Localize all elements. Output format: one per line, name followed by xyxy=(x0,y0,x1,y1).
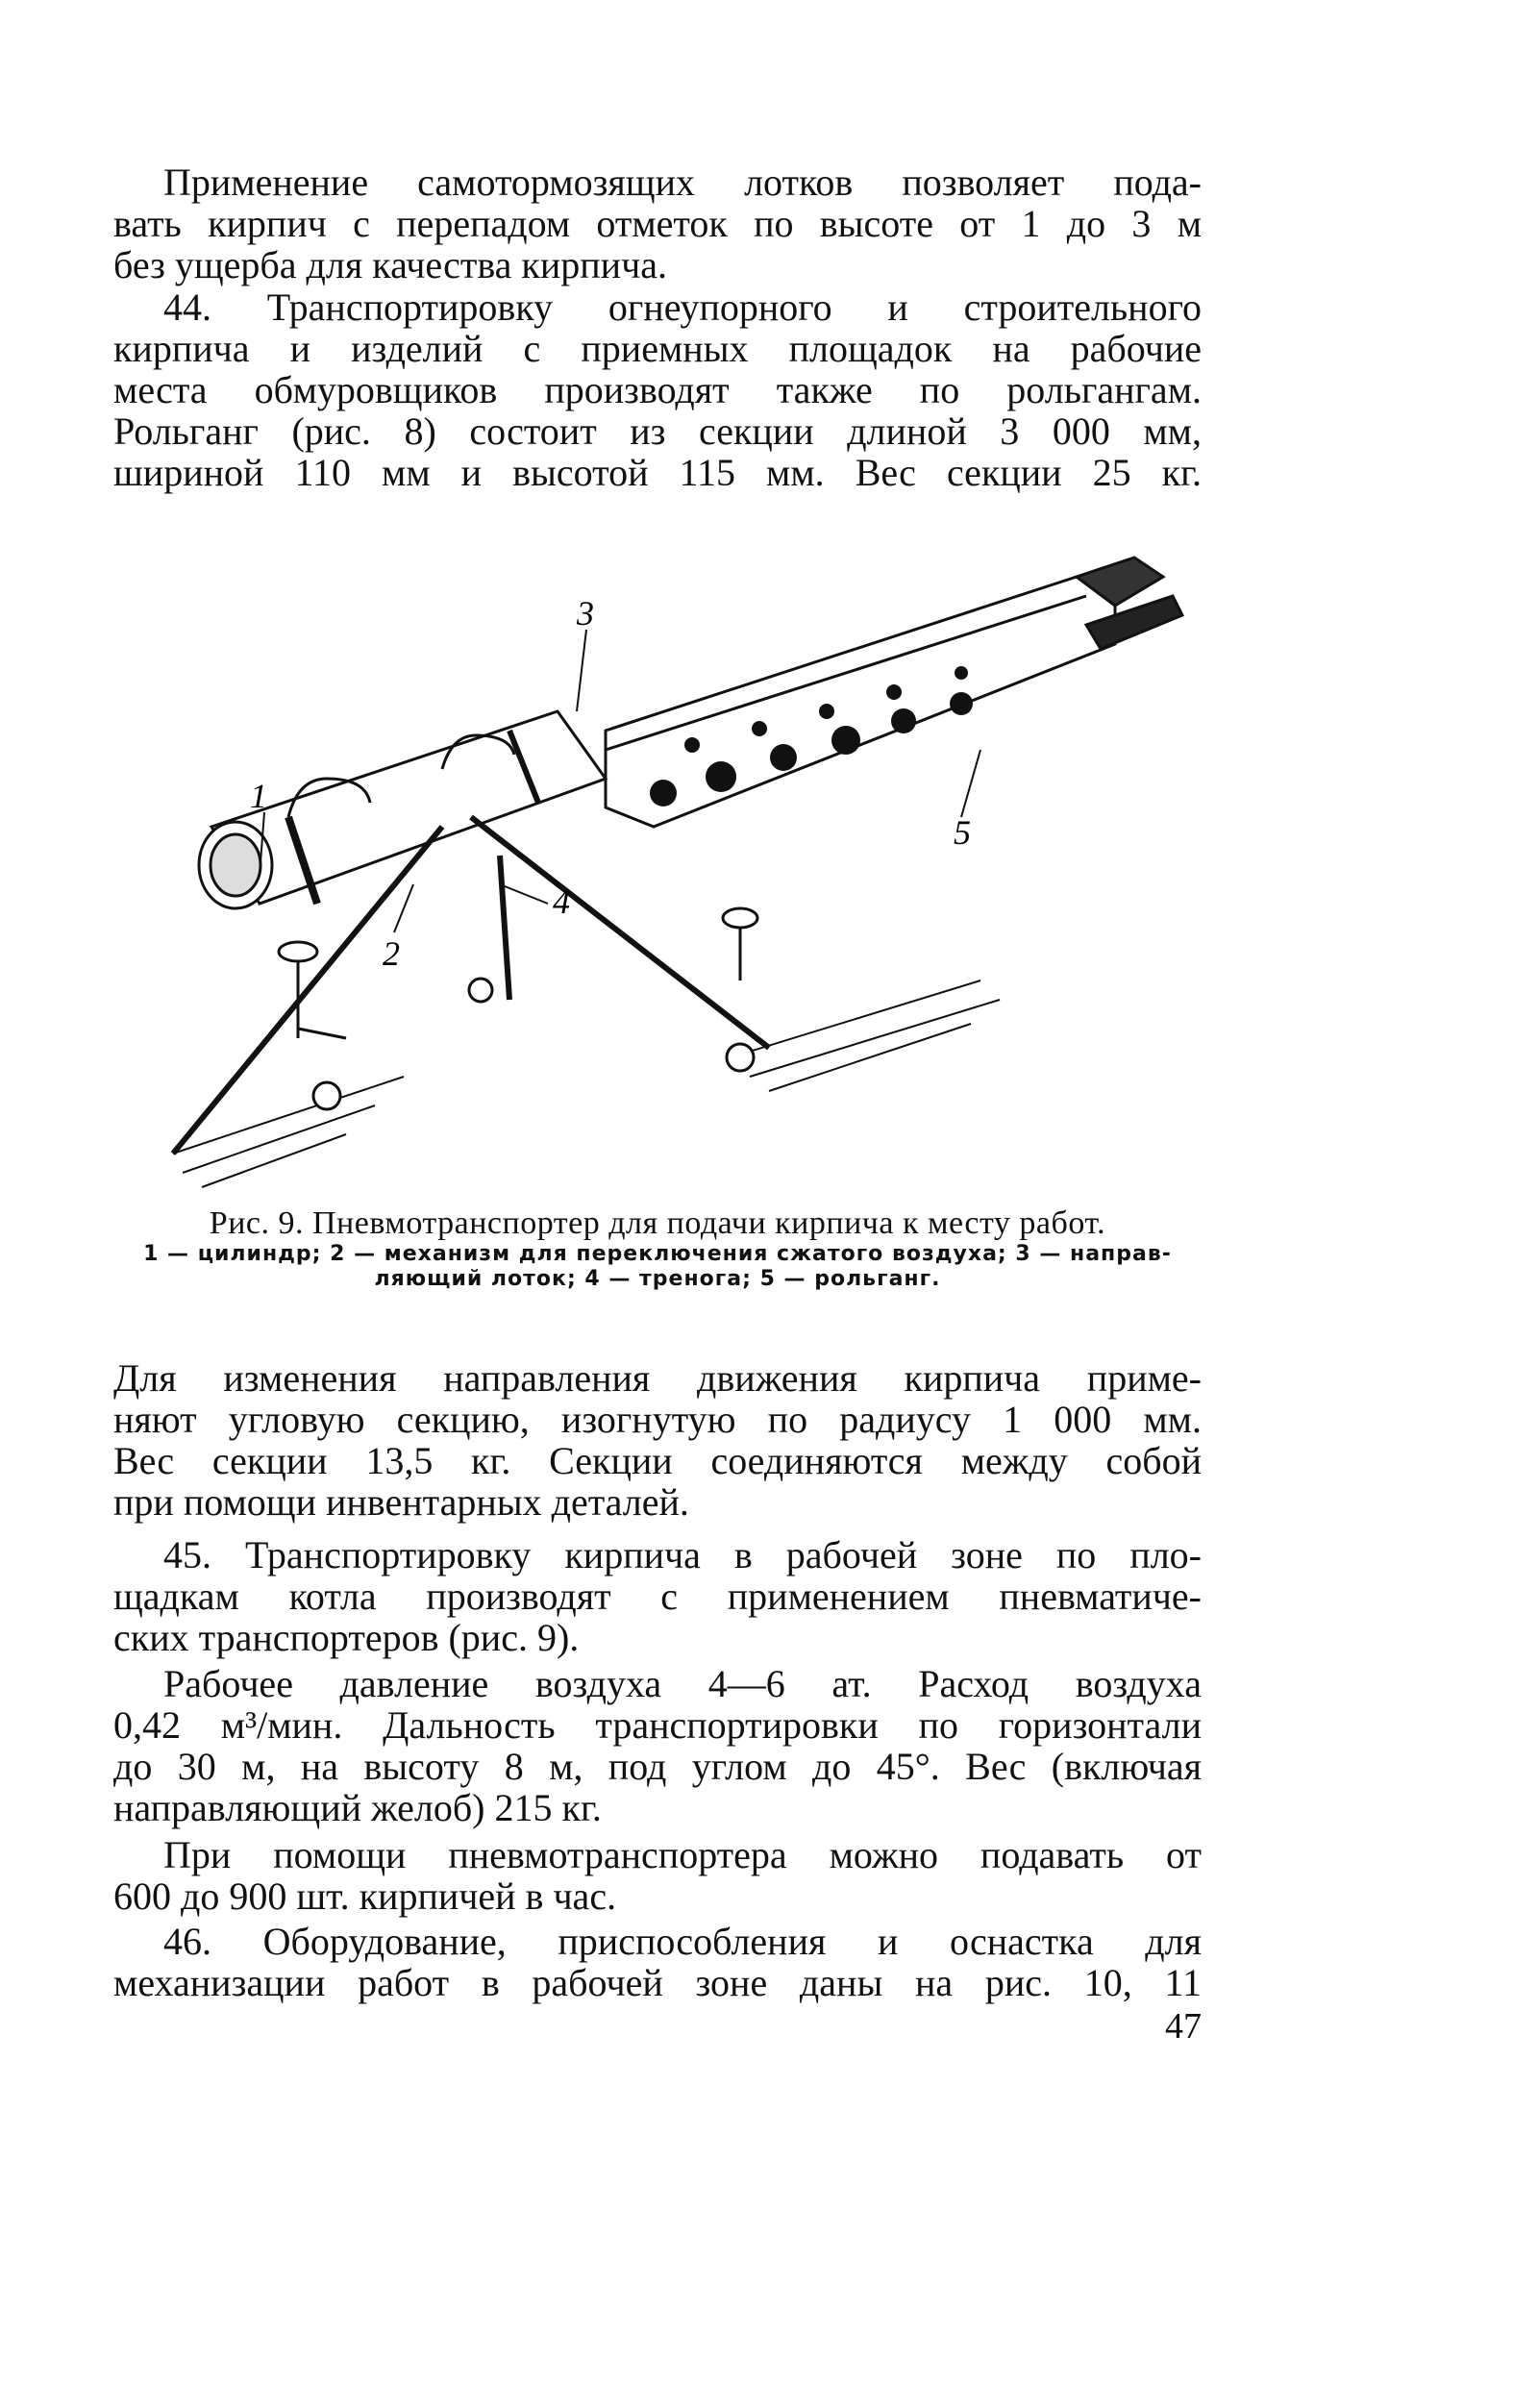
callout-2: 2 xyxy=(383,934,400,973)
text-line: 44. Транспортировку огнеупорного и строительного xyxy=(163,285,1202,329)
paragraph-46 xyxy=(113,1921,1202,2003)
knobs xyxy=(279,908,757,1038)
figure-pneumatic-conveyor xyxy=(154,538,1192,1202)
paragraph-capacity xyxy=(113,1834,1202,1917)
caption-legend-line: 1 — цилиндр; 2 — механизм для переключения сжатого воздуха; 3 — направ- xyxy=(143,1242,1172,1266)
text-line: Применение самотормозящих лотков позволяет пода- xyxy=(163,161,1202,204)
text-line: кирпича и изделий с приемных площадок на рабочие xyxy=(113,327,1202,370)
figure-caption xyxy=(113,1205,1202,1292)
paragraph-45 xyxy=(113,1534,1202,1658)
callout-3: 3 xyxy=(577,594,594,633)
text-line: 46. Оборудование, приспособления и оснастка для xyxy=(163,1920,1202,1963)
text-line: Для изменения направления движения кирпича приме- xyxy=(113,1356,1202,1400)
callout-1: 1 xyxy=(250,777,267,815)
text-line: направляющий желоб) 215 кг. xyxy=(113,1786,602,1829)
text-line: до 30 м, на высоту 8 м, под углом до 45°. Вес (включая xyxy=(113,1745,1202,1788)
text-line: при помощи инвентарных деталей. xyxy=(113,1480,689,1524)
text-line: шириной 110 мм и высотой 115 мм. Вес секции 25 кг. xyxy=(113,451,1202,494)
wheels xyxy=(313,979,754,1109)
text-line: механизации работ в рабочей зоне даны на рис. 10, 11 xyxy=(113,1961,1202,2004)
caption-title: Рис. 9. Пневмотранспортер для подачи кирпича к месту работ. xyxy=(209,1205,1106,1241)
text-line: няют угловую секцию, изогнутую по радиусу 1 000 мм. xyxy=(113,1398,1202,1441)
callout-4: 4 xyxy=(553,882,570,921)
pneumatic-conveyor-illustration xyxy=(154,538,1192,1202)
paragraph-self-braking-trays xyxy=(113,161,1202,285)
text-line: 0,42 м³/мин. Дальность транспортировки по горизонтали xyxy=(113,1703,1202,1747)
text-line: Вес секции 13,5 кг. Секции соединяются между собой xyxy=(113,1439,1202,1482)
caption-legend-line: ляющий лоток; 4 — тренога; 5 — рольганг. xyxy=(374,1267,941,1291)
text-line: 45. Транспортировку кирпича в рабочей зоне по пло- xyxy=(163,1533,1202,1576)
text-line: без ущерба для качества кирпича. xyxy=(113,243,667,286)
text-line: При помощи пневмотранспортера можно подавать от xyxy=(163,1833,1202,1876)
paragraph-pressure xyxy=(113,1663,1202,1828)
text-line: щадкам котла производят с применением пневматиче- xyxy=(113,1575,1202,1618)
text-line: места обмуровщиков производят также по рольгангам. xyxy=(113,368,1202,411)
page-number: 47 xyxy=(1165,2006,1202,2047)
paragraph-angle-section xyxy=(113,1357,1202,1523)
text-line: вать кирпич с перепадом отметок по высоте от 1 до 3 м xyxy=(113,202,1202,245)
text-line: Рольганг (рис. 8) состоит из секции длиной 3 000 мм, xyxy=(113,410,1202,453)
text-line: ских транспортеров (рис. 9). xyxy=(113,1616,580,1659)
text-line: 600 до 900 шт. кирпичей в час. xyxy=(113,1874,617,1918)
paragraph-44 xyxy=(113,286,1202,493)
callout-5: 5 xyxy=(954,813,971,852)
text-line: Рабочее давление воздуха 4—6 ат. Расход воздуха xyxy=(163,1662,1202,1705)
